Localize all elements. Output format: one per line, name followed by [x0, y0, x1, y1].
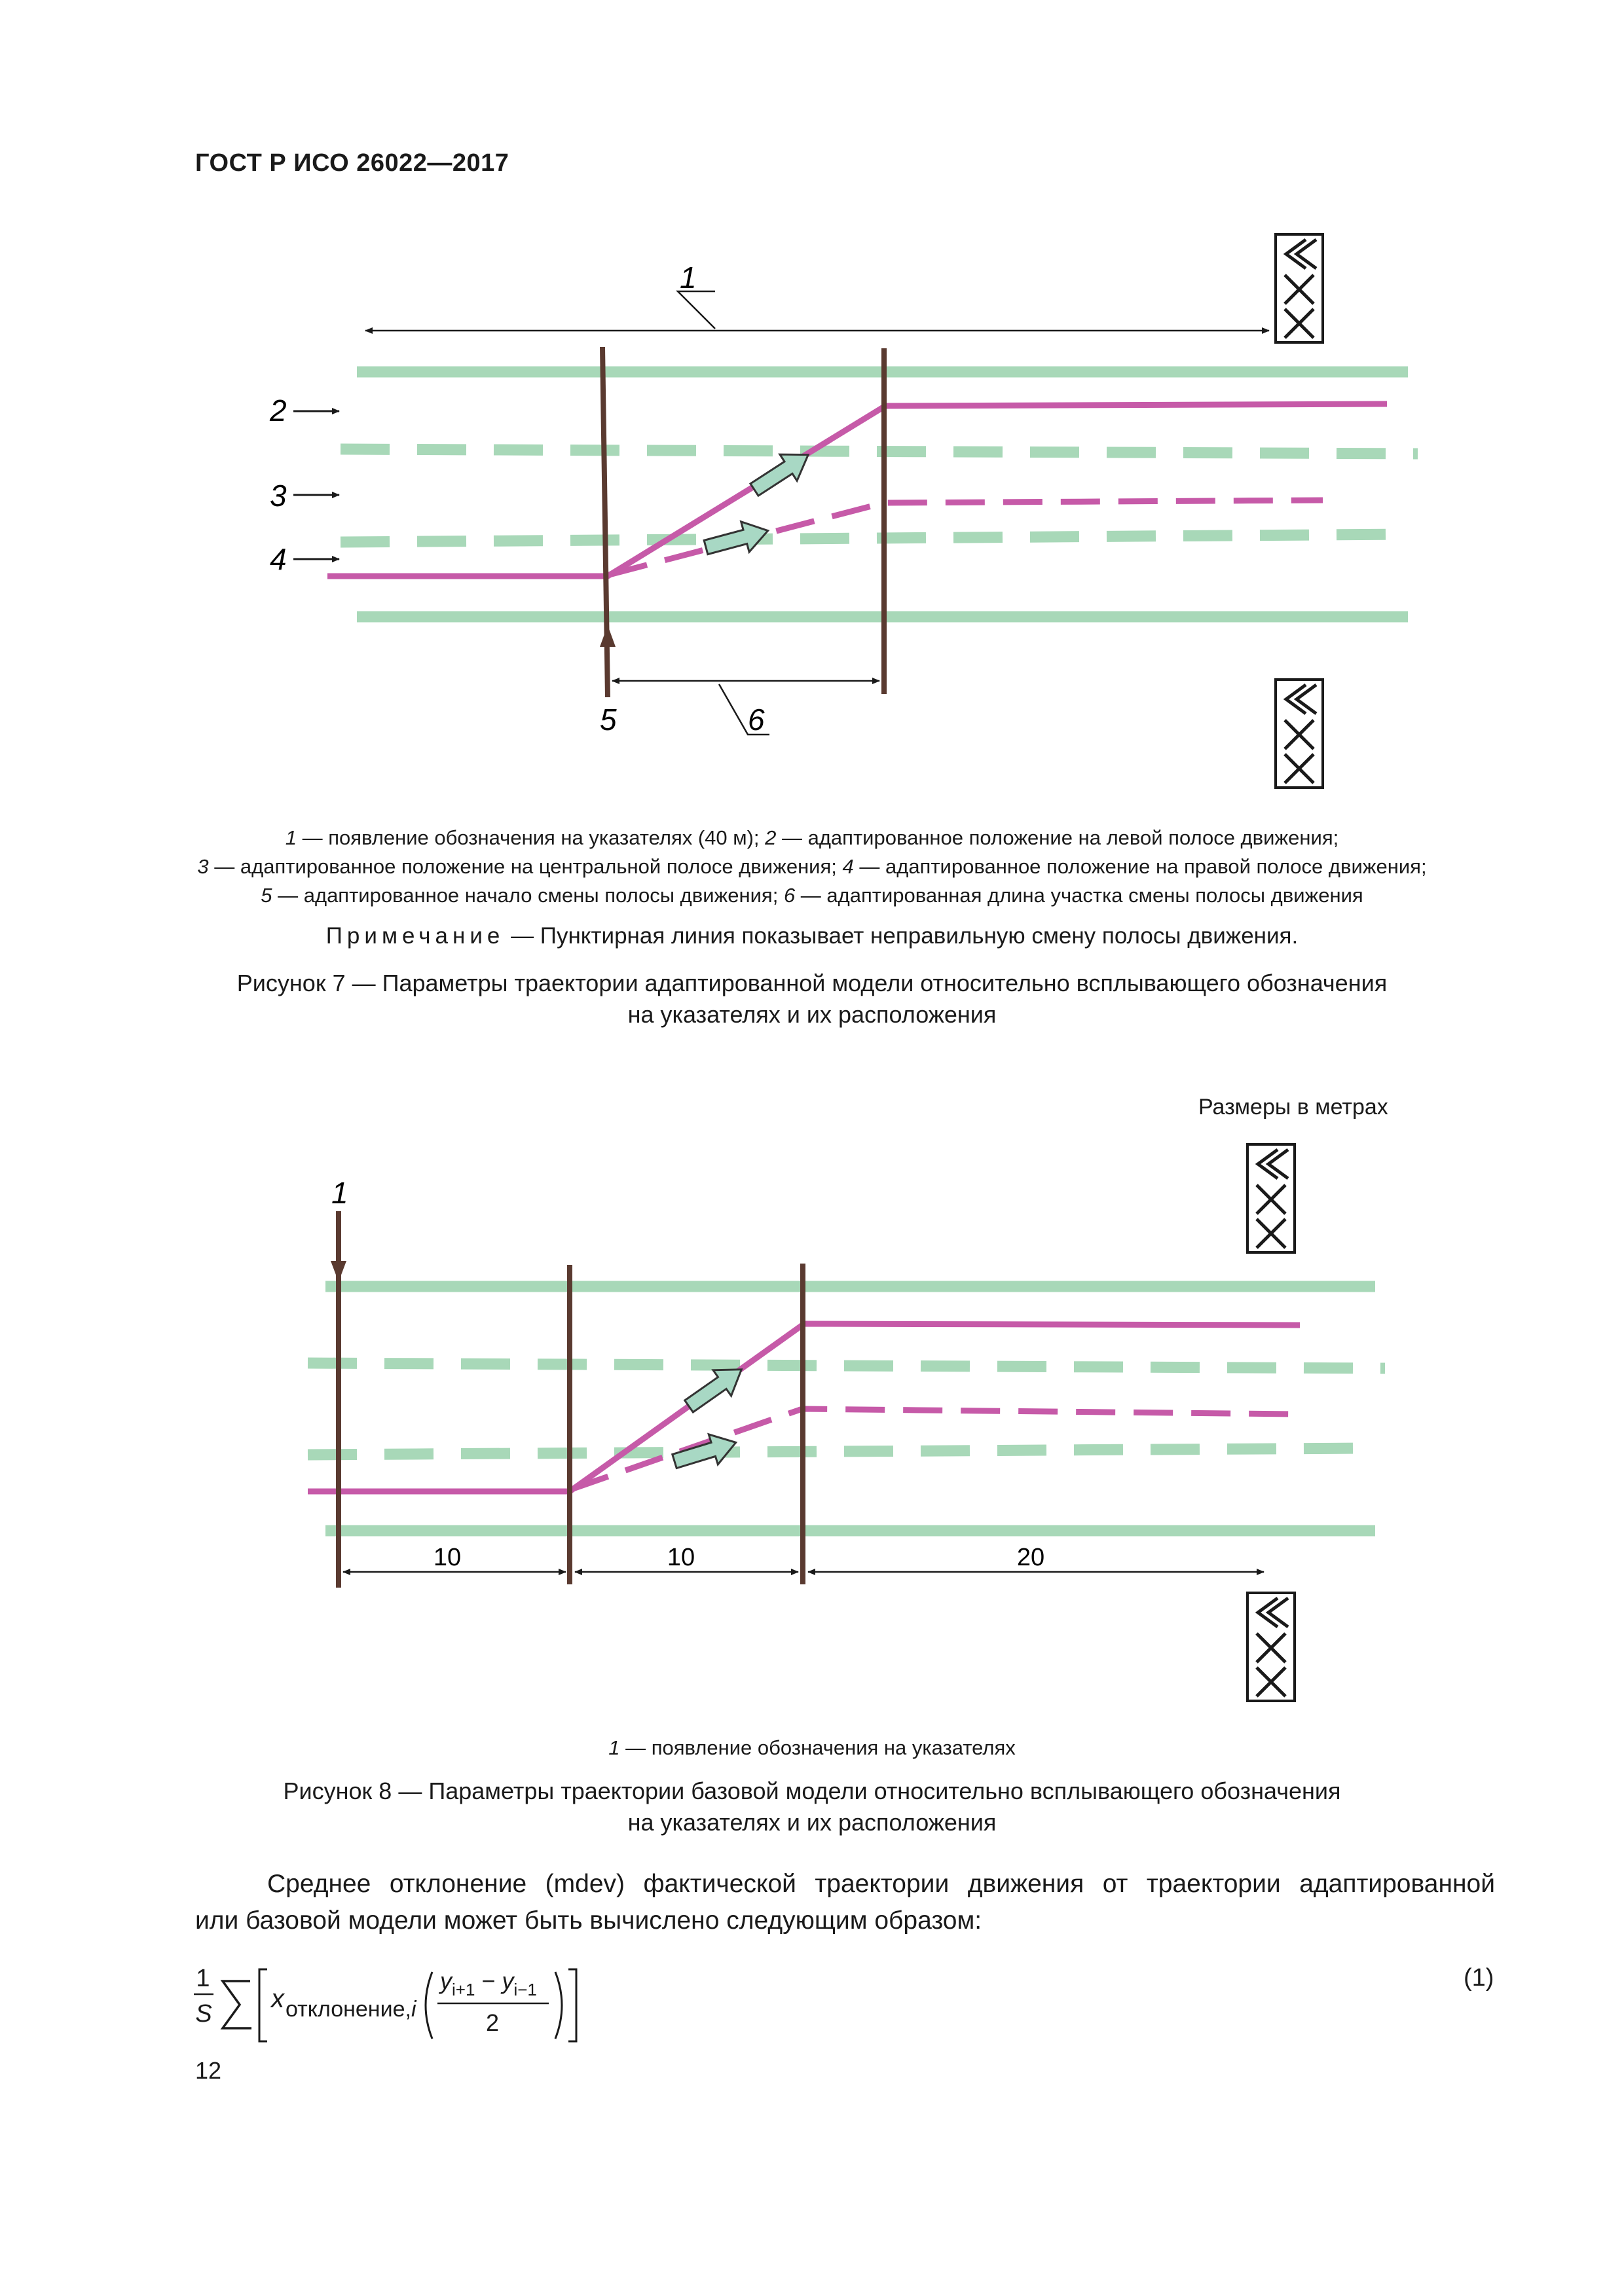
eq-denominator-s: S	[195, 2000, 212, 2028]
equation-mdev	[0, 1958, 655, 2056]
eq-numerator-one: 1	[196, 1965, 210, 1992]
lane-divider-lower	[308, 1448, 1365, 1455]
figure-7-note	[0, 923, 1624, 949]
label-3: 3	[270, 479, 287, 513]
body-paragraph	[195, 1866, 1495, 1939]
label-4: 4	[270, 542, 287, 576]
label-2: 2	[270, 393, 287, 428]
lane-divider-upper	[308, 1363, 1385, 1368]
right-bracket	[568, 1969, 576, 2041]
figure-7-caption	[0, 968, 1624, 1030]
eq-x-subscript: отклонение,i	[286, 1997, 416, 2022]
figure-8-legend: 1 — появление обозначения на указателях	[608, 1736, 1016, 1759]
figure-8-caption	[0, 1776, 1624, 1838]
eq-denominator-two: 2	[485, 2009, 500, 2036]
paragraph-line: Среднее отклонение (mdev) фактической траектории движения от траектории адаптированной	[267, 1870, 1495, 1898]
dimension-value-10b: 10	[667, 1544, 695, 1571]
eq-x: x	[271, 1984, 284, 2013]
label-5: 5	[600, 702, 617, 737]
dimensions-note: Размеры в метрах	[1198, 1095, 1388, 1120]
sign-top	[1276, 234, 1323, 342]
document-header: ГОСТ Р ИСО 26022—2017	[195, 149, 509, 177]
note-label: Примечание	[325, 923, 505, 949]
right-paren	[555, 1972, 562, 2039]
sign-top	[1247, 1144, 1295, 1252]
lane-divider-upper	[341, 449, 1418, 454]
lane-change-arrow-lower	[702, 515, 772, 562]
dimension-value-20: 20	[1016, 1544, 1045, 1571]
label-1: 1	[680, 261, 697, 295]
label-1: 1	[331, 1176, 348, 1210]
pole-arrow-head	[331, 1261, 346, 1282]
adapted-trajectory-solid	[327, 404, 1387, 576]
paragraph-line: или базовой модели может быть вычислено следующим образом:	[195, 1906, 982, 1935]
legend-line: 5 — адаптированное начало смены полосы движения; 6 — адаптированная длина участка смены полосы движения	[261, 884, 1363, 907]
note-text: — Пунктирная линия показывает неправильную смену полосы движения.	[504, 923, 1299, 949]
legend-line: 1 — появление обозначения на указателях (40 м); 2 — адаптированное положение на левой полосе движения;	[285, 826, 1339, 849]
page-number: 12	[195, 2057, 222, 2084]
left-paren	[426, 1972, 432, 2039]
leader-1	[678, 291, 715, 329]
eq-numerator: $y_{i+1} - y_{i-1}$	[440, 1967, 537, 1999]
caption-line: на указателях и их расположения	[627, 1001, 997, 1028]
sigma-icon	[223, 1981, 251, 2028]
pole-arrow-head	[600, 625, 616, 647]
sign-bottom	[1247, 1593, 1295, 1701]
figure-8-diagram	[0, 1113, 1624, 1741]
label-6: 6	[748, 702, 765, 737]
dimension-value-10a: 10	[433, 1544, 462, 1571]
equation-number: (1)	[1464, 1964, 1494, 1992]
caption-line: Рисунок 8 — Параметры траектории базовой модели относительно всплывающего обозначения	[283, 1777, 1341, 1804]
figure-7-diagram	[0, 0, 1624, 825]
sign-bottom	[1276, 680, 1323, 788]
lane-divider-lower	[341, 534, 1405, 542]
legend-line: 3 — адаптированное положение на центральной полосе движения; 4 — адаптированное положение на правой полосе движения;	[197, 855, 1427, 878]
caption-line: Рисунок 7 — Параметры траектории адаптированной модели относительно всплывающего обозначения	[236, 970, 1388, 996]
figure-7-legend	[0, 824, 1624, 910]
left-bracket	[259, 1969, 267, 2041]
caption-line: на указателях и их расположения	[627, 1809, 997, 1836]
